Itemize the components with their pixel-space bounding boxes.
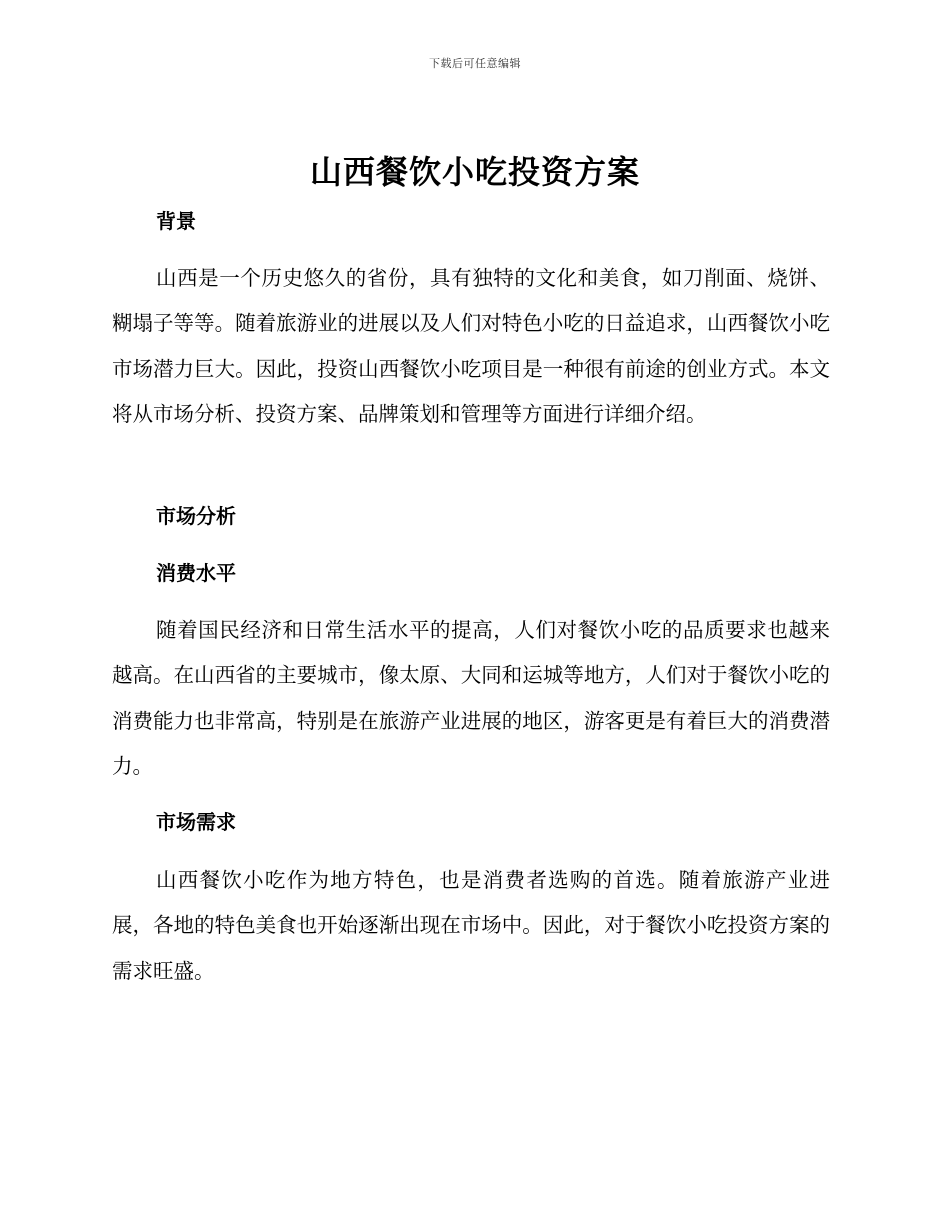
section-heading-market-analysis: 市场分析 [156,504,236,528]
section-heading-consumption-level: 消费水平 [156,561,236,585]
section-heading-market-demand: 市场需求 [156,810,236,834]
paragraph-background: 山西是一个历史悠久的省份，具有独特的文化和美食，如刀削面、烧饼、糊塌子等等。随着旅游业的进展以及人们对特色小吃的日益追求，山西餐饮小吃市场潜力巨大。因此，投资山西餐饮小吃项目是一种很有前途的创业方式。本文将从市场分析、投资方案、品牌策划和管理等方面进行详细介绍。 [112,266,830,427]
page-header-note: 下载后可任意编辑 [429,57,521,70]
document-title: 山西餐饮小吃投资方案 [309,153,640,191]
paragraph-consumption-level: 随着国民经济和日常生活水平的提高，人们对餐饮小吃的品质要求也越来越高。在山西省的主要城市，像太原、大同和运城等地方，人们对于餐饮小吃的消费能力也非常高，特别是在旅游产业进展的地区，游客更是有着巨大的消费潜力。 [112,618,830,779]
paragraph-market-demand: 山西餐饮小吃作为地方特色，也是消费者选购的首选。随着旅游产业进展，各地的特色美食也开始逐渐出现在市场中。因此，对于餐饮小吃投资方案的需求旺盛。 [112,868,830,983]
section-heading-background: 背景 [156,209,196,233]
